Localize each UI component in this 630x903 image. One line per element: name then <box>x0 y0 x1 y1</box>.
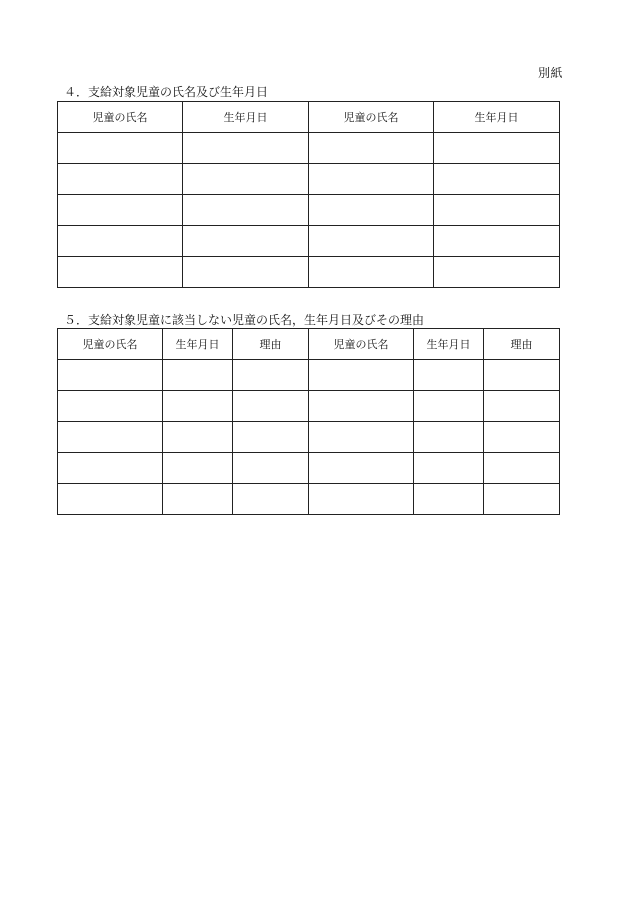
entry-cell[interactable] <box>434 164 560 195</box>
entry-cell[interactable] <box>309 164 434 195</box>
col-header-child-name: 児童の氏名 <box>58 102 183 133</box>
table-row <box>58 422 560 453</box>
col-header-child-name: 児童の氏名 <box>309 329 414 360</box>
entry-cell[interactable] <box>434 226 560 257</box>
entry-cell[interactable] <box>163 422 233 453</box>
table-row <box>58 195 560 226</box>
table-row <box>58 453 560 484</box>
entry-cell[interactable] <box>58 133 183 164</box>
entry-cell[interactable] <box>183 226 309 257</box>
entry-cell[interactable] <box>309 453 414 484</box>
ineligible-children-table <box>57 328 560 515</box>
col-header-birthdate: 生年月日 <box>434 102 560 133</box>
entry-cell[interactable] <box>309 257 434 288</box>
entry-cell[interactable] <box>484 391 560 422</box>
entry-cell[interactable] <box>58 360 163 391</box>
col-header-child-name: 児童の氏名 <box>309 102 434 133</box>
table-header-row <box>58 102 560 133</box>
entry-cell[interactable] <box>233 391 309 422</box>
entry-cell[interactable] <box>233 360 309 391</box>
entry-cell[interactable] <box>414 391 484 422</box>
entry-cell[interactable] <box>183 133 309 164</box>
annex-label: 別紙 <box>538 66 564 80</box>
entry-cell[interactable] <box>163 453 233 484</box>
entry-cell[interactable] <box>58 484 163 515</box>
entry-cell[interactable] <box>163 391 233 422</box>
table-row <box>58 226 560 257</box>
entry-cell[interactable] <box>183 164 309 195</box>
col-header-child-name: 児童の氏名 <box>58 329 163 360</box>
children-table <box>57 101 560 288</box>
table-row <box>58 257 560 288</box>
entry-cell[interactable] <box>163 360 233 391</box>
entry-cell[interactable] <box>434 133 560 164</box>
col-header-birthdate: 生年月日 <box>163 329 233 360</box>
table-body <box>58 360 560 515</box>
table-row <box>58 360 560 391</box>
entry-cell[interactable] <box>58 257 183 288</box>
entry-cell[interactable] <box>484 360 560 391</box>
entry-cell[interactable] <box>309 391 414 422</box>
col-header-reason: 理由 <box>233 329 309 360</box>
entry-cell[interactable] <box>414 422 484 453</box>
entry-cell[interactable] <box>309 484 414 515</box>
section4-title: ４．支給対象児童の氏名及び生年月日 <box>64 85 269 99</box>
entry-cell[interactable] <box>58 226 183 257</box>
col-header-birthdate: 生年月日 <box>414 329 484 360</box>
entry-cell[interactable] <box>484 453 560 484</box>
entry-cell[interactable] <box>163 484 233 515</box>
col-header-birthdate: 生年月日 <box>183 102 309 133</box>
entry-cell[interactable] <box>233 484 309 515</box>
entry-cell[interactable] <box>414 484 484 515</box>
entry-cell[interactable] <box>183 257 309 288</box>
table-body <box>58 133 560 288</box>
table-row <box>58 391 560 422</box>
entry-cell[interactable] <box>434 195 560 226</box>
entry-cell[interactable] <box>414 453 484 484</box>
entry-cell[interactable] <box>233 422 309 453</box>
entry-cell[interactable] <box>309 360 414 391</box>
entry-cell[interactable] <box>58 391 163 422</box>
entry-cell[interactable] <box>484 422 560 453</box>
table-row <box>58 133 560 164</box>
entry-cell[interactable] <box>434 257 560 288</box>
entry-cell[interactable] <box>484 484 560 515</box>
entry-cell[interactable] <box>58 422 163 453</box>
section5-title: ５．支給対象児童に該当しない児童の氏名，生年月日及びその理由 <box>64 313 425 327</box>
entry-cell[interactable] <box>309 133 434 164</box>
table-row <box>58 164 560 195</box>
entry-cell[interactable] <box>309 422 414 453</box>
table-header-row <box>58 329 560 360</box>
entry-cell[interactable] <box>58 453 163 484</box>
entry-cell[interactable] <box>309 226 434 257</box>
entry-cell[interactable] <box>309 195 434 226</box>
entry-cell[interactable] <box>233 453 309 484</box>
entry-cell[interactable] <box>58 195 183 226</box>
entry-cell[interactable] <box>414 360 484 391</box>
entry-cell[interactable] <box>58 164 183 195</box>
col-header-reason: 理由 <box>484 329 560 360</box>
table-row <box>58 484 560 515</box>
entry-cell[interactable] <box>183 195 309 226</box>
